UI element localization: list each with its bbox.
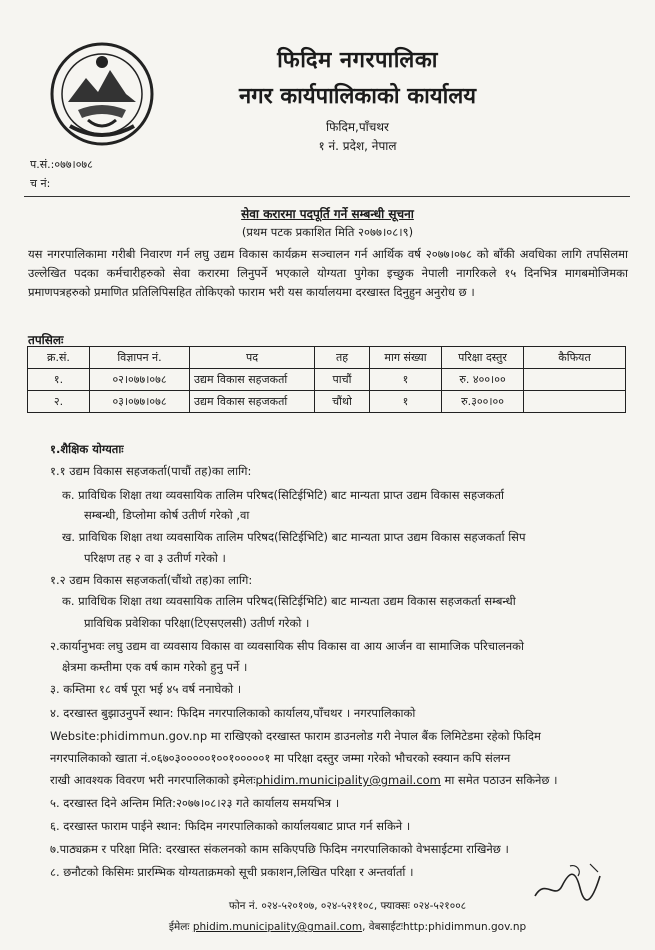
submission-website-line: Website:phidimmun.gov.np मा राखिएको दरखास्त फाराम डाउनलोड गरी नेपाल बैंक लिमिटेडमा रहेको फिदिम [50, 729, 541, 743]
cell-post: उद्यम विकास सहजकर्ता [190, 391, 315, 413]
submission-account-line: नगरपालिकाको खाता नं.०६७०३०००००१००१०००००१ मा परिक्षा दस्तुर जम्मा गरेको भौचरको स्क्यान कपि संलग्न [50, 751, 511, 765]
col-header-demand: माग संख्या [370, 347, 442, 369]
table-header-row [28, 347, 626, 369]
footer-contacts [0, 920, 655, 934]
submission-email-suffix: मा समेत पठाउन सकिनेछ । [440, 773, 558, 787]
age-point: ३. कम्तिमा १८ वर्ष पूरा भई ४५ वर्ष ननाघेको । [50, 682, 242, 696]
qualification-1-2-ka: क. प्राविधिक शिक्षा तथा व्यवसायिक तालिम परिषद(सिटिईभिटि) बाट मान्यता उद्यम विकास सहजकर्ता सम्बन्धी [62, 594, 516, 608]
col-header-post: पद [190, 347, 315, 369]
footer-email-link[interactable]: phidim.municipality@gmail.com [192, 921, 363, 933]
table-row [28, 391, 626, 413]
experience-point-cont: क्षेत्रमा कम्तीमा एक वर्ष काम गरेको हुनु पर्ने । [62, 660, 248, 674]
cell-ad-no: ०२।०७७।०७८ [90, 369, 190, 391]
footer-website[interactable]: , वेबसाईटःhttp:phidimmun.gov.np [362, 921, 527, 933]
qualification-heading: १.शैक्षिक योग्यताः [50, 442, 124, 456]
qualification-1-2-ka-cont: प्राविधिक प्रवेशिका परिक्षा(टिएसएलसी) उतीर्ण गरेको । [84, 616, 310, 630]
cell-ad-no: ०३।०७७।०७८ [90, 391, 190, 413]
qualification-1-1-kha: ख. प्राविधिक शिक्षा तथा व्यवसायिक तालिम परिषद(सिटिईभिटि) बाट मान्यता प्राप्त उद्यम विकास सहजकर्ता सिप [62, 530, 526, 544]
selection-point: ८. छनौटको किसिमः प्रारम्भिक योग्यताक्रमको सूची प्रकाशन,लिखित परिक्षा र अन्तर्वार्ता । [50, 865, 414, 879]
cell-fee: रु. ४००।०० [442, 369, 524, 391]
cell-serial: २. [28, 391, 90, 413]
cell-serial: १. [28, 369, 90, 391]
submission-place-point: ४. दरखास्त बुझाउनुपर्ने स्थान: फिदिम नगरपालिकाको कार्यालय,पाँचथर । नगरपालिकाको [50, 706, 416, 720]
details-label: तपसिलः [28, 333, 64, 347]
footer-phones: फोन नं. ०२४-५२०१०७, ०२४-५२११०८, फ्याक्सः ०२४-५२१००८ [228, 900, 467, 912]
qualification-1-1-kha-cont: परिक्षण तह २ वा ३ उतीर्ण गरेको । [84, 551, 226, 565]
form-location-point: ६. दरखास्त फाराम पाईने स्थान: फिदिम नगरपालिकाको कार्यालयबाट प्राप्त गर्न सकिने । [50, 819, 411, 833]
col-header-serial: क्र.सं. [28, 347, 90, 369]
cell-level: चौंथो [315, 391, 370, 413]
cell-demand: १ [370, 369, 442, 391]
cell-remarks [524, 369, 626, 391]
col-header-remarks: कैफियत [524, 347, 626, 369]
notice-intro: यस नगरपालिकामा गरीबी निवारण गर्न लघु उद्यम विकास कार्यक्रम सञ्चालन गर्न आर्थिक वर्ष २०७७।०७८ को बाँकी अवधिका लागि तपसिलमा उल्लेखित पदका कर्मचारीहरुको सेवा करारमा लिनुपर्ने भएकाले योग्यता पुगेका इच्छुक नेपाली नागरिकले १५ दिनभित्र मागबमोजिमका प्रमाणपत्रहरुको प्रमाणित प्रतिलिपिसहित तोकिएको फाराम भरी यस कार्यालयमा दरखास्त दिनुहुन अनुरोध छ । [28, 247, 628, 299]
col-header-ad-no: विज्ञापन नं. [90, 347, 190, 369]
municipality-title: फिदिम नगरपालिका [277, 48, 438, 73]
office-title: नगर कार्यपालिकाको कार्यालय [239, 84, 476, 109]
qualification-1-1-ka-cont: सम्बन्धी, डिप्लोमा कोर्ष उतीर्ण गरेको ,वा [84, 508, 250, 522]
cell-remarks [524, 391, 626, 413]
notice-subject: सेवा करारमा पदपूर्ति गर्ने सम्बन्धी सूचना [241, 207, 414, 221]
footer-email-label: ईमेलः [168, 921, 190, 933]
reference-number: प.सं.:०७७।०७८ [30, 158, 93, 171]
cell-fee: रु.३००।०० [442, 391, 524, 413]
dispatch-number: च नं: [30, 177, 51, 190]
col-header-fee: परिक्षा दस्तुर [442, 347, 524, 369]
qualification-1-2: १.२ उद्यम विकास सहजकर्ता(चौंथो तह)का लागि: [50, 573, 253, 587]
vacancy-table [27, 346, 626, 413]
address-line-2: १ नं. प्रदेश, नेपाल [318, 139, 397, 153]
submission-email-prefix: राखी आवश्यक विवरण भरी नगरपालिकाको इमेलः [50, 773, 256, 787]
qualification-1-1: १.१ उद्यम विकास सहजकर्ता(पाचौं तह)का लागि: [50, 464, 252, 478]
submission-email-line [50, 771, 558, 790]
header-divider [24, 196, 630, 197]
publication-date: (प्रथम पटक प्रकाशित मिति २०७७।०८।९) [241, 225, 414, 239]
address-line-1: फिदिम,पाँचथर [326, 120, 389, 134]
syllabus-point: ७.पाठ्यक्रम र परिक्षा मिति: दरखास्त संकलनको काम सकिएपछि फिदिम नगरपालिकाको वेभसाईटमा राखिनेछ । [50, 842, 509, 856]
cell-level: पाचौं [315, 369, 370, 391]
table-row [28, 369, 626, 391]
experience-point: २.कार्यानुभवः लघु उद्यम वा व्यवसाय विकास वा व्यवसायिक सीप विकास वा आय आर्जन वा सामाजिक परिचालनको [50, 639, 524, 653]
cell-post: उद्यम विकास सहजकर्ता [190, 369, 315, 391]
qualification-1-1-ka: क. प्राविधिक शिक्षा तथा व्यवसायिक तालिम परिषद(सिटिईभिटि) बाट मान्यता प्राप्त उद्यम विकास सहजकर्ता [62, 488, 504, 502]
deadline-point: ५. दरखास्त दिने अन्तिम मिति:२०७७।०८।२३ गते कार्यालय समयभित्र । [50, 796, 340, 810]
cell-demand: १ [370, 391, 442, 413]
submission-email-link[interactable]: phidim.municipality@gmail.com [255, 773, 441, 787]
col-header-level: तह [315, 347, 370, 369]
